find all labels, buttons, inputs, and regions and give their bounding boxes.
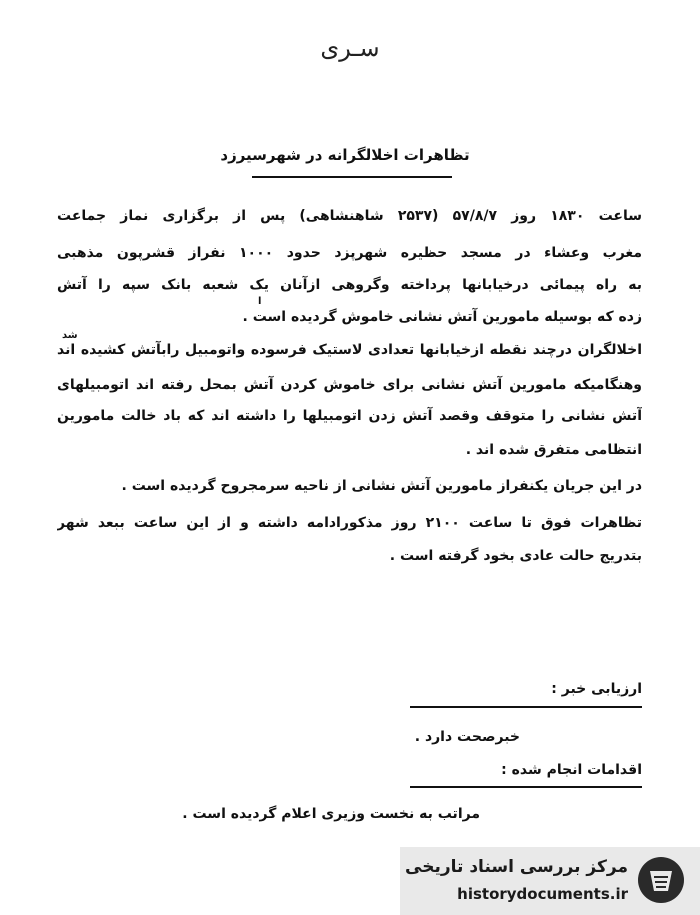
evaluation-text: خبرصحت دارد . (414, 729, 520, 745)
body-line: در این جریان یکنفراز مامورین آتش نشانی از ناحیه سرمجروح گردیده است . (121, 478, 642, 494)
document-title: تظاهرات اخلالگرانه در شهرسیرزد (220, 146, 470, 164)
handwritten-annotation: ا (258, 296, 262, 307)
body-line: بتدریج حالت عادی بخود گرفته است . (389, 548, 642, 564)
body-line: ساعت ۱۸۳۰ روز ۵۷/۸/۷ (۲۵۳۷ شاهنشاهی) پس از برگزاری نماز جماعت (57, 208, 642, 224)
body-line: به راه پیمائی درخیابانها پرداخته وگروهی ازآنان یک شعبه بانک سپه را آتش (57, 277, 642, 293)
evaluation-underline (410, 706, 642, 708)
org-name: مرکز بررسی اسناد تاریخی (405, 857, 628, 877)
watermark-footer (400, 847, 700, 915)
body-line: انتظامی متفرق شده اند . (465, 442, 642, 458)
body-line: زده که بوسیله مامورین آتش نشانی خاموش گردیده است . (242, 309, 642, 325)
body-line: تظاهرات فوق تا ساعت ۲۱۰۰ روز مذکورادامه داشته و از این ساعت ببعد شهر (57, 515, 642, 531)
actions-underline (410, 786, 642, 788)
evaluation-label: ارزیابی خبر : (551, 681, 642, 697)
body-line: اخلالگران درچند نقطه ازخیابانها تعدادی لاستیک فرسوده واتومبیل رابآتش کشیده اند (57, 342, 642, 358)
title-underline (252, 176, 452, 178)
handwritten-annotation: شد (62, 330, 78, 341)
actions-label: اقدامات انجام شده : (501, 762, 642, 778)
body-line: آتش نشانی را متوقف وقصد آتش زدن اتومبیلها را داشته اند که باد خالت مامورین (57, 408, 642, 424)
body-line: وهنگامیکه مامورین آتش نشانی برای خاموش کردن آتش بمحل رفته اند اتومبیلهای (57, 377, 642, 393)
body-line: مغرب وعشاء در مسجد حظیره شهرپزد حدود ۱۰۰۰ نفراز قشرپون مذهبی (57, 245, 642, 261)
actions-text: مراتب به نخست وزیری اعلام گردیده است . (182, 806, 480, 822)
archive-logo-icon (636, 855, 686, 905)
classification-mark: سـری (320, 34, 380, 62)
website-link[interactable]: historydocuments.ir (457, 885, 628, 903)
